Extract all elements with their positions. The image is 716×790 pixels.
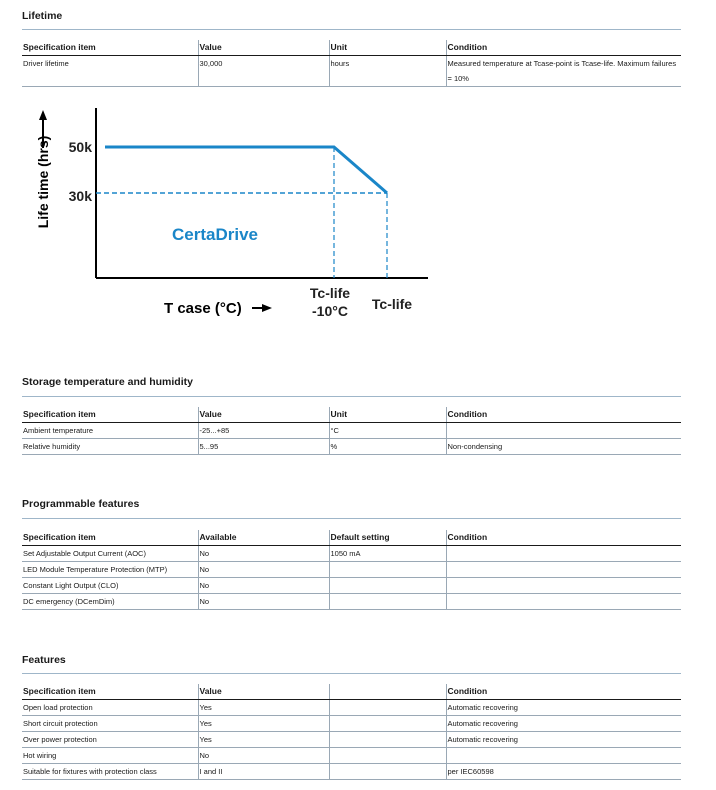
table-cell (329, 562, 446, 578)
table-cell (329, 764, 446, 780)
column-header: Condition (446, 40, 681, 56)
column-header: Condition (446, 684, 681, 700)
table-cell: Open load protection (22, 700, 198, 716)
table-cell: Suitable for fixtures with protection class (22, 764, 198, 780)
table-header-row (22, 684, 681, 700)
table-cell: Short circuit protection (22, 716, 198, 732)
y-tick-50k: 50k (68, 139, 92, 155)
table-row (22, 578, 681, 594)
table-cell (329, 700, 446, 716)
table-cell (446, 562, 681, 578)
y-axis-label: Life time (hrs) (35, 135, 51, 229)
y-tick-30k: 30k (68, 188, 92, 204)
table-cell: -25...+85 (198, 423, 329, 439)
table-cell: 30,000 (198, 56, 329, 87)
table-cell (329, 732, 446, 748)
table-row (22, 748, 681, 764)
table-cell: Yes (198, 716, 329, 732)
table-cell: Relative humidity (22, 439, 198, 455)
column-header: Value (198, 684, 329, 700)
column-header (329, 684, 446, 700)
table-cell: Automatic recovering (446, 716, 681, 732)
table-cell: 5...95 (198, 439, 329, 455)
x-axis-label: T case (°C) (164, 300, 242, 317)
programmable-table (22, 530, 681, 610)
lifetime-rule (22, 29, 681, 30)
table-cell (329, 716, 446, 732)
table-cell: per IEC60598 (446, 764, 681, 780)
table-row (22, 439, 681, 455)
table-cell: Yes (198, 700, 329, 716)
table-cell (329, 748, 446, 764)
table-row (22, 732, 681, 748)
table-header-row (22, 40, 681, 56)
table-cell (446, 423, 681, 439)
lifetime-title: Lifetime (22, 10, 63, 22)
table-cell: 1050 mA (329, 546, 446, 562)
table-row (22, 716, 681, 732)
column-header: Specification item (22, 40, 198, 56)
table-row (22, 562, 681, 578)
table-header-row (22, 407, 681, 423)
table-cell (329, 578, 446, 594)
table-cell: No (198, 748, 329, 764)
table-cell: Automatic recovering (446, 732, 681, 748)
table-cell: I and II (198, 764, 329, 780)
table-row (22, 764, 681, 780)
column-header: Available (198, 530, 329, 546)
lifetime-derating-chart (20, 100, 440, 330)
table-cell (446, 546, 681, 562)
column-header: Value (198, 40, 329, 56)
table-cell (446, 594, 681, 610)
table-cell: °C (329, 423, 446, 439)
table-cell: Driver lifetime (22, 56, 198, 87)
x-tick-tc-life-10-line2: -10°C (312, 303, 348, 319)
storage-rule (22, 396, 681, 397)
table-row (22, 423, 681, 439)
programmable-rule (22, 518, 681, 519)
column-header: Unit (329, 40, 446, 56)
storage-title: Storage temperature and humidity (22, 376, 193, 388)
table-cell: Hot wiring (22, 748, 198, 764)
lifetime-table (22, 40, 681, 87)
table-cell: % (329, 439, 446, 455)
table-row (22, 594, 681, 610)
table-cell: Set Adjustable Output Current (AOC) (22, 546, 198, 562)
table-row (22, 700, 681, 716)
column-header: Specification item (22, 407, 198, 423)
table-cell: Automatic recovering (446, 700, 681, 716)
y-axis-arrow-head (39, 110, 47, 120)
table-cell: Measured temperature at Tcase-point is Tcase-life. Maximum failures = 10% (446, 56, 681, 87)
table-cell: Non-condensing (446, 439, 681, 455)
table-cell (446, 578, 681, 594)
column-header: Specification item (22, 684, 198, 700)
column-header: Default setting (329, 530, 446, 546)
column-header: Value (198, 407, 329, 423)
table-cell: hours (329, 56, 446, 87)
features-table (22, 684, 681, 780)
table-cell: No (198, 562, 329, 578)
x-tick-tc-life: Tc-life (371, 296, 413, 312)
table-header-row (22, 530, 681, 546)
table-cell: Yes (198, 732, 329, 748)
lifetime-series-line (105, 147, 387, 193)
table-cell: No (198, 578, 329, 594)
table-cell: DC emergency (DCemDim) (22, 594, 198, 610)
x-tick-tc-life-10-line1: Tc-life (309, 285, 351, 301)
programmable-title: Programmable features (22, 498, 140, 510)
column-header: Condition (446, 530, 681, 546)
column-header: Unit (329, 407, 446, 423)
column-header: Condition (446, 407, 681, 423)
features-title: Features (22, 654, 66, 666)
table-cell (446, 748, 681, 764)
table-cell: Ambient temperature (22, 423, 198, 439)
column-header: Specification item (22, 530, 198, 546)
table-cell: Over power protection (22, 732, 198, 748)
x-axis-arrow-head (262, 304, 272, 312)
table-cell (329, 594, 446, 610)
table-cell: Constant Light Output (CLO) (22, 578, 198, 594)
storage-table (22, 407, 681, 455)
table-cell: No (198, 594, 329, 610)
table-row (22, 546, 681, 562)
table-cell: No (198, 546, 329, 562)
features-rule (22, 673, 681, 674)
table-row (22, 56, 681, 87)
table-cell: LED Module Temperature Protection (MTP) (22, 562, 198, 578)
brand-label: CertaDrive (172, 225, 258, 244)
